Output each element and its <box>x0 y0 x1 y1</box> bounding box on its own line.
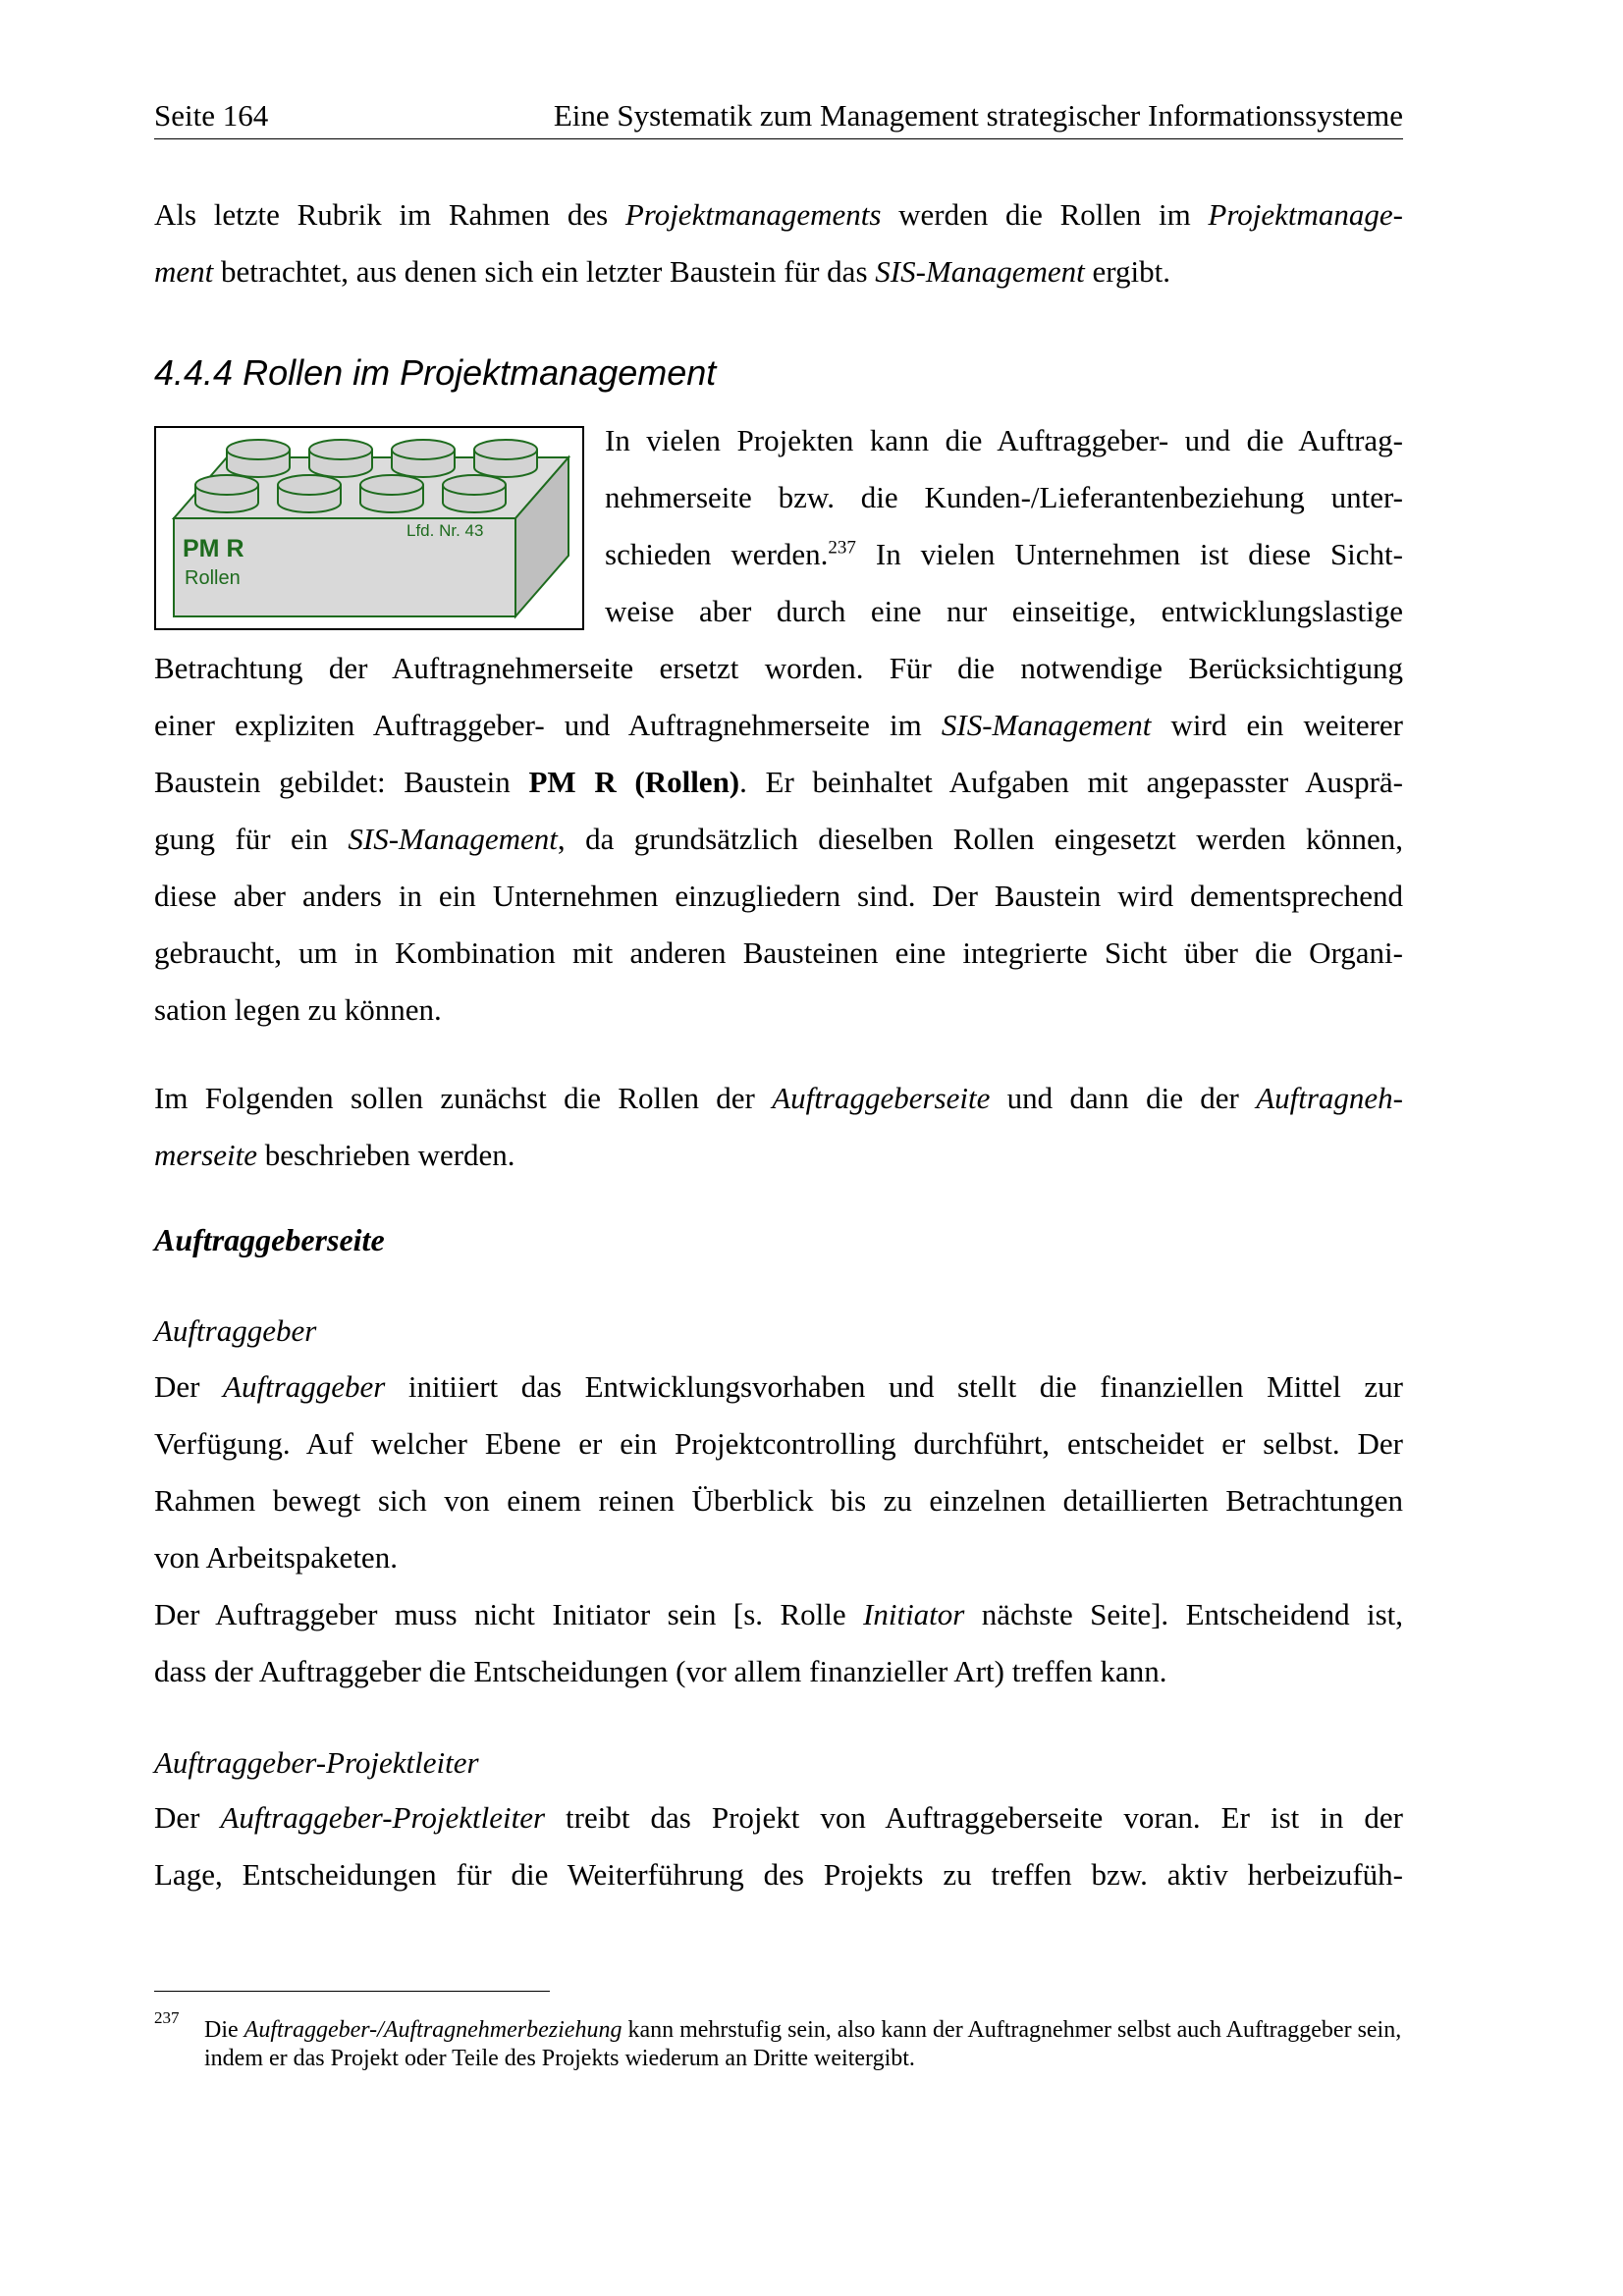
running-title: Eine Systematik zum Management strategischer Informationssysteme <box>553 98 1403 133</box>
role-description-projektleiter: Der Auftraggeber-Projektleiter treibt das Projekt von Auftraggeberseite voran. Er ist in der Lage, Entscheidungen für die Weiterführung des Projekts zu treffen bzw. aktiv herbeizufüh- <box>154 1800 1403 1892</box>
section-heading: 4.4.4 Rollen im Projektmanagement <box>154 352 717 393</box>
intro-paragraph: Als letzte Rubrik im Rahmen des Projektmanagements werden die Rollen im Projektmanage- ment betrachtet, aus denen sich ein letzter Baustein für das SIS-Management ergibt. <box>154 197 1403 289</box>
brick-graphic <box>156 428 586 632</box>
role-heading-projektleiter: Auftraggeber-Projektleiter <box>154 1745 479 1780</box>
footnote-reference[interactable]: 237 <box>828 537 856 559</box>
subsection-heading: Auftraggeberseite <box>154 1222 385 1257</box>
header-rule <box>154 138 1403 139</box>
footnote-rule <box>154 1991 550 1992</box>
brick-title: PM R <box>183 535 244 562</box>
footnote-text: Die Auftraggeber-/Auftragnehmerbeziehung kann mehrstufig sein, also kann der Auftragnehmer selbst auch Auftraggeber sein, indem er das Projekt oder Teile des Projekts wiederum an Dritte weitergibt. <box>204 2017 1402 2071</box>
brick-number-label: Lfd. Nr. 43 <box>406 521 484 540</box>
role-description-auftraggeber: Der Auftraggeber initiiert das Entwicklungsvorhaben und stellt die finanziellen Mittel zur Verfügung. Auf welcher Ebene er ein Projektcontrolling durchführt, entscheidet er selbst. Der Rahmen bewegt sich von einem reinen Überblick bis zu einzelnen detaillierten Betrachtungen von Arbeitspaketen. Der Auftraggeber muss nicht Initiator sein [s. Rolle Initiator nächste Seite]. Entscheidend ist, dass der Auftraggeber die Entscheidungen (vor allem finanzieller Art) treffen kann. <box>154 1369 1404 1688</box>
footnote-number: 237 <box>154 2008 180 2027</box>
brick-subtitle: Rollen <box>185 567 241 589</box>
page-number: Seite 164 <box>154 98 269 133</box>
outline-paragraph: Im Folgenden sollen zunächst die Rollen der Auftraggeberseite und dann die der Auftragneh- merseite beschrieben werden. <box>154 1081 1403 1172</box>
role-heading-auftraggeber: Auftraggeber <box>154 1313 317 1348</box>
role-intro-paragraph-body: Betrachtung der Auftragnehmerseite ersetzt worden. Für die notwendige Berücksichtigung einer expliziten Auftraggeber- und Auftragnehmerseite im SIS-Management wird ein weiterer Baustein gebildet: Baustein PM R (Rollen). Er beinhaltet Aufgaben mit angepasster Ausprä- gung für ein SIS-Management, da grundsätzlich dieselben Rollen eingesetzt werden können, diese aber anders in ein Unternehmen einzugliedern sind. Der Baustein wird dementsprechend gebraucht, um in Kombination mit anderen Bausteinen eine integrierte Sicht über die Organi- sation legen zu können. <box>154 651 1404 1027</box>
role-intro-paragraph-top: In vielen Projekten kann die Auftraggeber- und die Auftrag- nehmerseite bzw. die Kunden-/Lieferantenbeziehung unter- schieden werden.$^{237}$ In vielen Unternehmen ist diese Sicht- weise aber durch eine nur einseitige, entwicklungslastige <box>605 423 1403 628</box>
building-block-figure <box>154 426 584 630</box>
